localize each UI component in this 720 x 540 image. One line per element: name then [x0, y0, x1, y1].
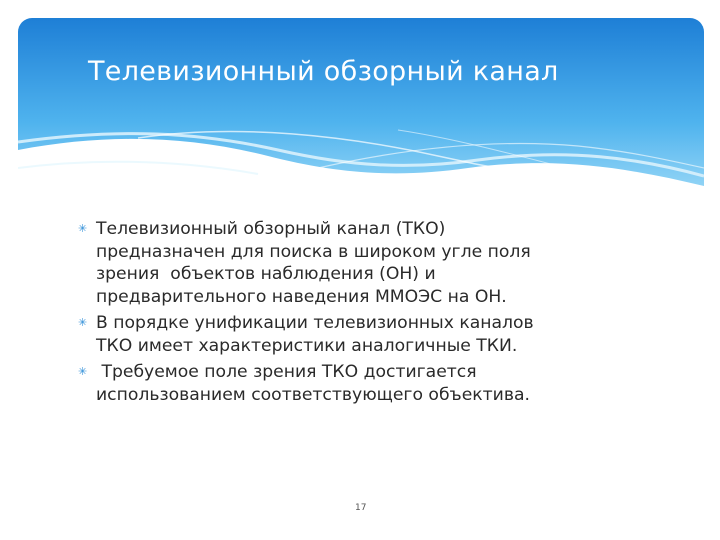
- bullet-text-line: предназначен для поиска в широком угле поля: [96, 241, 531, 262]
- page-number: 17: [355, 503, 367, 513]
- bullet-text-line: Телевизионный обзорный канал (ТКО): [96, 219, 446, 239]
- bullet-item: [78, 312, 668, 357]
- bullet-item: [78, 218, 668, 308]
- header-band: [18, 18, 704, 208]
- bullet-text-line: ТКО имеет характеристики аналогичные ТКИ.: [96, 335, 518, 356]
- slide-title: Телевизионный обзорный канал: [88, 56, 559, 87]
- bullet-text-line: Требуемое поле зрения ТКО достигается: [96, 362, 477, 382]
- asterisk-bullet-icon: ✳: [78, 365, 88, 378]
- bullet-list: [78, 218, 668, 410]
- bullet-text-line: использованием соответствующего объектива.: [96, 384, 530, 405]
- bullet-text-line: предварительного наведения ММОЭС на ОН.: [96, 286, 507, 307]
- asterisk-bullet-icon: ✳: [78, 316, 88, 329]
- header-wave-background: [18, 18, 704, 208]
- asterisk-bullet-icon: ✳: [78, 222, 88, 235]
- bullet-item: [78, 361, 668, 406]
- bullet-text-line: В порядке унификации телевизионных каналов: [96, 313, 534, 333]
- bullet-text-line: зрения объектов наблюдения (ОН) и: [96, 264, 436, 284]
